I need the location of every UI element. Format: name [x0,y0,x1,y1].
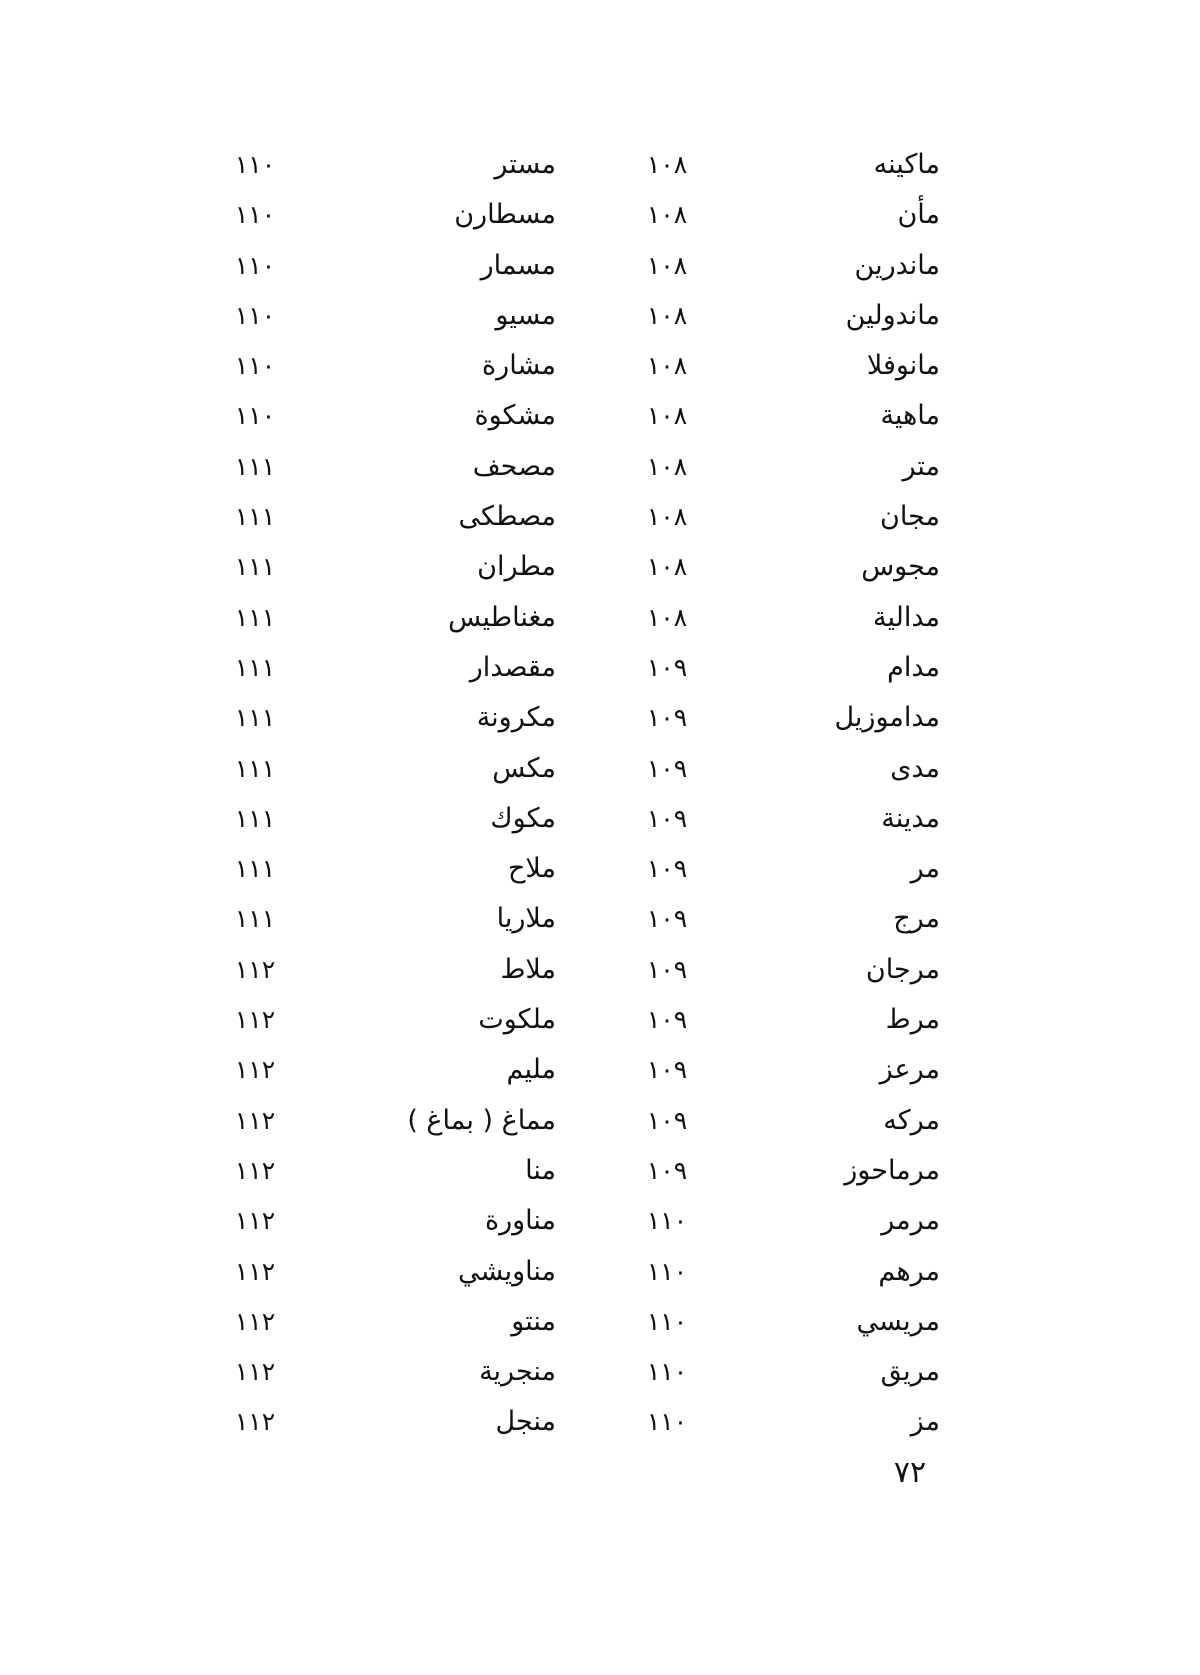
index-word: مدالية [873,601,940,633]
index-page-number: ١٠٩ [646,1005,688,1035]
index-page-number: ١١٠ [646,1306,688,1336]
index-page-number: ١١٢ [234,1357,276,1387]
index-page-number: ١٠٨ [646,502,688,532]
index-word: مدى [890,752,940,784]
index-word: مناورة [484,1205,556,1237]
index-word: مغناطيس [448,601,556,633]
index-word: مماغ ( بماغ ) [407,1104,556,1136]
index-word: ماندرين [854,249,940,281]
index-word: مداموزيل [834,702,940,734]
index-row [220,391,940,441]
index-page-number: ١١١ [234,854,276,884]
index-word: مز [910,1406,940,1438]
index-page-number: ١١٢ [234,1306,276,1336]
index-word: مجان [880,501,940,533]
index-row [220,593,940,643]
index-page-number: ١١١ [234,703,276,733]
index-word: مشارة [482,350,556,382]
index-page-number: ١٠٩ [646,854,688,884]
index-row [220,945,940,995]
index-word: منا [525,1154,556,1186]
index-page-number: ١١٢ [234,1055,276,1085]
index-page-number: ١١٠ [234,300,276,330]
index-row [220,1297,940,1347]
index-row [220,693,940,743]
index-row [220,1146,940,1196]
index-word: ملاح [507,853,556,885]
index-word: مكس [492,752,556,784]
index-page-number: ١٠٩ [646,1105,688,1135]
index-word: مكرونة [476,702,556,734]
index-page-number: ١١٢ [234,1105,276,1135]
index-word: مر [910,853,940,885]
index-word: مأن [897,199,940,231]
index-word: منجرية [479,1356,556,1388]
index-word: مسيو [495,299,556,331]
index-page-number: ١٠٨ [646,451,688,481]
index-page-number: ١٠٩ [646,1055,688,1085]
index-word: منتو [511,1305,556,1337]
index-row [220,291,940,341]
index-word: مصطكى [458,501,556,533]
index-word: متر [902,450,940,482]
index-page-number: ١٠٨ [646,401,688,431]
index-word: مرماحوز [844,1154,940,1186]
word-index-table [220,140,940,1448]
index-row [220,1247,940,1297]
index-page-number: ١٠٨ [646,602,688,632]
index-word: مرمر [881,1205,940,1237]
index-page-number: ١١١ [234,652,276,682]
index-row [220,140,940,190]
index-word: مدينة [881,802,940,834]
index-row [220,844,940,894]
index-page-number: ١١٠ [646,1357,688,1387]
index-page-number: ١١٠ [234,200,276,230]
index-word: مسمار [480,249,556,281]
index-word: ماهية [880,400,940,432]
index-page-number: ١١١ [234,552,276,582]
index-word: مرط [885,1004,940,1036]
index-row [220,1347,940,1397]
index-row [220,542,940,592]
index-page-number: ١٠٨ [646,552,688,582]
index-page-number: ١١٠ [646,1407,688,1437]
index-word: ملاريا [496,903,556,935]
index-page-number: ١١٢ [234,1206,276,1236]
index-page-number: ١٠٩ [646,652,688,682]
index-row [220,643,940,693]
index-row [220,492,940,542]
index-row [220,744,940,794]
index-page-number: ١١١ [234,602,276,632]
index-row [220,241,940,291]
index-page-number: ١٠٩ [646,904,688,934]
index-word: مدام [887,651,940,683]
index-page-number: ١١٢ [234,1155,276,1185]
index-word: ماكينه [873,149,940,180]
index-word: مصحف [472,450,556,482]
index-word: مطران [477,551,556,583]
index-page-number: ١١١ [234,753,276,783]
index-page-number: ١٠٩ [646,1155,688,1185]
index-row [220,442,940,492]
index-page-number: ١١٢ [234,1005,276,1035]
index-word: مجوس [861,551,940,583]
index-word: منجل [495,1406,556,1438]
index-page-number: ١١٠ [234,401,276,431]
index-page-number: ١١٠ [234,351,276,381]
index-page-number: ١٠٨ [646,200,688,230]
index-row [220,1096,940,1146]
index-row [220,190,940,240]
index-page-number: ١١٢ [234,954,276,984]
index-page-number: ١٠٨ [646,300,688,330]
index-word: مقصدار [469,651,556,683]
index-page-number: ١١١ [234,803,276,833]
index-word: مرجان [865,953,940,985]
index-page-number: ١١٠ [646,1206,688,1236]
index-page-number: ١٠٨ [646,150,688,179]
index-page-number: ١١٠ [234,150,276,179]
index-row [220,1397,940,1447]
index-word: مناويشي [458,1255,556,1287]
index-page-number: ١١٢ [234,1256,276,1286]
index-word: مستر [494,149,556,180]
index-word: مرج [893,903,940,935]
index-row [220,1045,940,1095]
index-word: مكوك [490,802,556,834]
index-page-number: ١١١ [234,502,276,532]
index-row [220,1196,940,1246]
index-word: مشكوة [474,400,556,432]
index-row [220,995,940,1045]
index-word: مريسي [856,1305,940,1337]
index-word: ملاط [500,953,556,985]
index-page-number: ١١٠ [646,1256,688,1286]
index-page-number: ١١٠ [234,250,276,280]
index-word: مسطارن [454,199,556,231]
index-page-number: ١٠٩ [646,703,688,733]
index-page-number: ١٠٩ [646,803,688,833]
index-word: مريق [880,1356,940,1388]
index-word: مرعز [879,1054,940,1086]
index-page-number: ١٠٩ [646,753,688,783]
index-page-number: ١٠٨ [646,250,688,280]
index-row [220,894,940,944]
index-word: مركه [883,1104,940,1136]
index-word: مليم [506,1054,556,1086]
index-word: ماندولين [845,299,940,331]
index-page-number: ١١١ [234,451,276,481]
page-number: ٧٢ [893,1455,927,1490]
index-page-number: ١١٢ [234,1407,276,1437]
index-word: مرهم [878,1255,940,1287]
index-page-number: ١٠٩ [646,954,688,984]
index-row [220,341,940,391]
index-page-number: ١١١ [234,904,276,934]
index-page-number: ١٠٨ [646,351,688,381]
index-row [220,794,940,844]
index-word: ملكوت [478,1004,556,1036]
index-word: مانوفلا [866,350,940,382]
